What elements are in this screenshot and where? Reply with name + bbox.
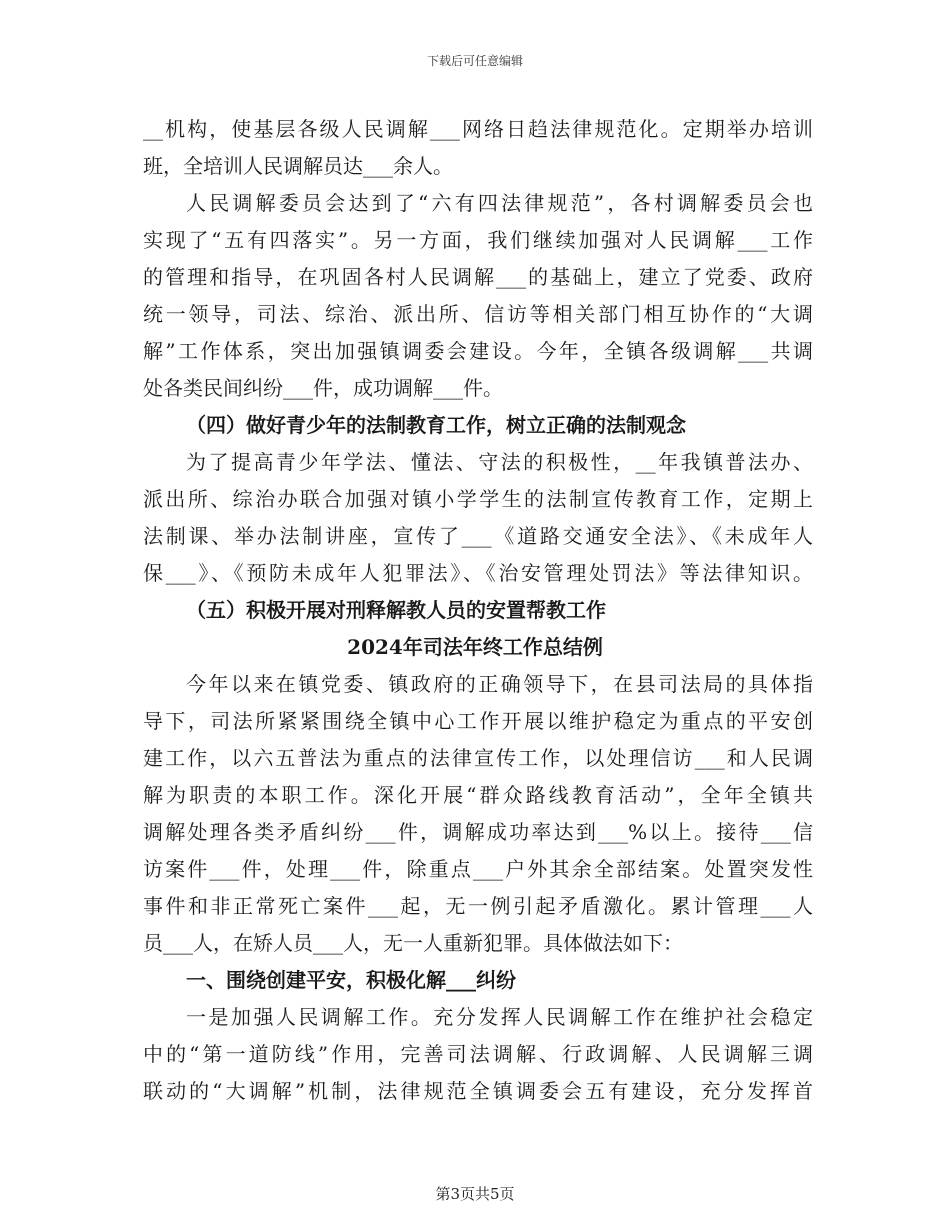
body-line: 解为职责的本职工作。深化开展“群众路线教育活动”，全年全镇共 xyxy=(143,783,813,807)
body-line: 访案件___件，处理___件，除重点___户外其余全部结案。处置突发性 xyxy=(143,857,813,881)
body-line: 解”工作体系，突出加强镇调委会建设。今年，全镇各级调解___共调 xyxy=(143,339,813,363)
body-line: 导下，司法所紧紧围绕全镇中心工作开展以维护稳定为重点的平安创 xyxy=(143,709,813,733)
body-line: __机构，使基层各级人民调解___网络日趋法律规范化。定期举办培训 xyxy=(143,117,813,141)
body-line: 中的“第一道防线”作用，完善司法调解、行政调解、人民调解三调 xyxy=(143,1042,813,1066)
body-line: 实现了“五有四落实”。另一方面，我们继续加强对人民调解___工作 xyxy=(143,228,813,252)
body-line: 员___人，在矫人员___人，无一人重新犯罪。具体做法如下： xyxy=(143,931,683,955)
section-heading: （四）做好青少年的法制教育工作，树立正确的法制观念 xyxy=(186,413,686,437)
page-header: 下载后可任意编辑 xyxy=(426,54,523,68)
body-line: 一是加强人民调解工作。充分发挥人民调解工作在维护社会稳定 xyxy=(186,1005,813,1029)
body-line: 班，全培训人民调解员达___余人。 xyxy=(143,154,453,178)
document-title: 2024年司法年终工作总结例 xyxy=(347,635,603,659)
body-line: 建工作，以六五普法为重点的法律宣传工作，以处理信访___和人民调 xyxy=(143,746,813,770)
page-footer: 第3页共5页 xyxy=(435,1185,515,1203)
body-line: 调解处理各类矛盾纠纷___件，调解成功率达到___%以上。接待___信 xyxy=(143,820,813,844)
section-heading: （五）积极开展对刑释解教人员的安置帮教工作 xyxy=(186,598,606,622)
body-line: 统一领导，司法、综治、派出所、信访等相关部门相互协作的“大调 xyxy=(143,302,813,326)
body-line: 事件和非正常死亡案件___起，无一例引起矛盾激化。累计管理___人 xyxy=(143,894,813,918)
section-heading: 一、围绕创建平安，积极化解___纠纷 xyxy=(186,968,516,992)
body-line: 今年以来在镇党委、镇政府的正确领导下，在县司法局的具体指 xyxy=(186,672,813,696)
body-line: 处各类民间纠纷___件，成功调解___件。 xyxy=(143,376,503,400)
body-line: 的管理和指导，在巩固各村人民调解___的基础上，建立了党委、政府 xyxy=(143,265,813,289)
body-line: 联动的“大调解”机制，法律规范全镇调委会五有建设，充分发挥首 xyxy=(143,1079,813,1103)
body-line: 派出所、综治办联合加强对镇小学学生的法制宣传教育工作，定期上 xyxy=(143,487,813,511)
body-line: 保___》、《预防未成年人犯罪法》、《治安管理处罚法》等法律知识。 xyxy=(143,561,813,585)
body-line: 人民调解委员会达到了“六有四法律规范”，各村调解委员会也 xyxy=(186,191,813,215)
body-line: 为了提高青少年学法、懂法、守法的积极性，__年我镇普法办、 xyxy=(186,450,813,474)
body-line: 法制课、举办法制讲座，宣传了___《道路交通安全法》、《未成年人 xyxy=(143,524,813,548)
